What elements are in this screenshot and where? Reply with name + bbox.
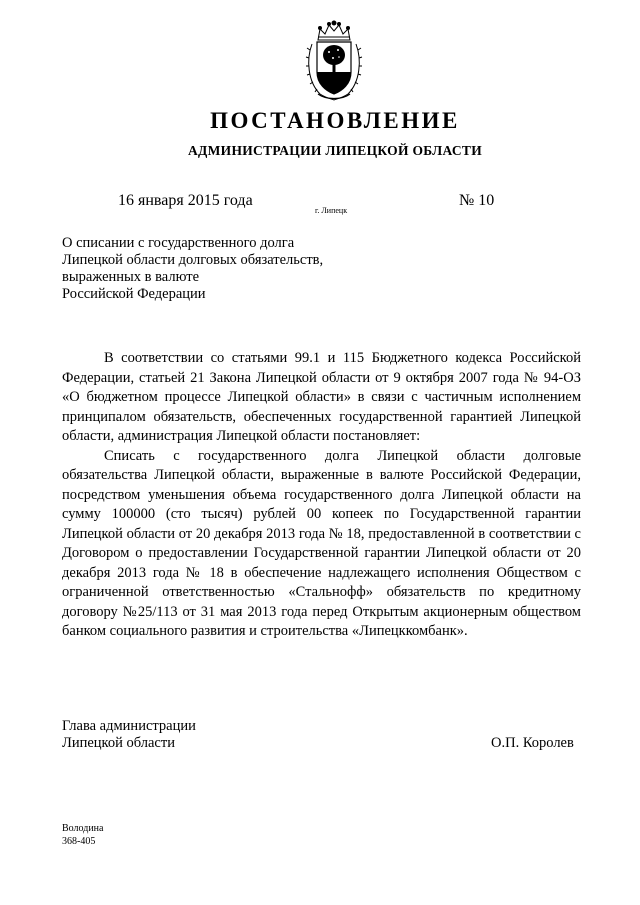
document-heading bbox=[62, 235, 382, 303]
signatory-name: О.П. Королев bbox=[491, 735, 574, 751]
heading-line: Липецкой области долговых обязательств, bbox=[62, 252, 324, 268]
executor-name: Володина bbox=[62, 823, 104, 834]
signatory-position-line: Глава администрации bbox=[62, 718, 196, 734]
body-paragraph: Списать с государственного долга Липецкой области долговые обязательства Липецкой области, выраженные в валюте Российской Федерации, посредством уменьшения объема государственного долга Липецкой области на сумму 100000 (сто тысяч) рублей 00 копеек по Государственной гарантии Липецкой области от 20 декабря 2013 года № 18, предоставленной в соответствии с Договором о предоставлении Государственной гарантии Липецкой области от 20 декабря 2013 года № 18 в обеспечение надлежащего исполнения Обществом с ограниченной ответственностью «Стальнофф» обязательств по кредитному договору №25/113 от 31 мая 2013 года перед Открытым акционерным обществом банком социального развития и строительства «Липецккомбанк». bbox=[62, 447, 581, 639]
body-paragraph: В соответствии со статьями 99.1 и 115 Бюджетного кодекса Российской Федерации, статьей 21 Закона Липецкой области от 9 октября 2007 года № 94-ОЗ «О бюджетном процессе Липецкой области» в связи с частичным исполнением принципалом обязательств, обеспеченных государственной гарантией Липецкой области, администрация Липецкой области постановляет: bbox=[62, 350, 581, 444]
document-date: 16 января 2015 года bbox=[118, 192, 253, 209]
executor-info bbox=[62, 822, 103, 848]
document-city: г. Липецк bbox=[315, 206, 348, 215]
signatory-position bbox=[62, 718, 196, 752]
document-issuer: АДМИНИСТРАЦИИ ЛИПЕЦКОЙ ОБЛАСТИ bbox=[187, 143, 483, 158]
heading-line: Российской Федерации bbox=[62, 286, 206, 302]
document-body bbox=[62, 349, 581, 642]
lipetsk-coat-of-arms-icon bbox=[304, 20, 364, 102]
document-number: № 10 bbox=[459, 192, 495, 209]
executor-phone: 368-405 bbox=[62, 836, 96, 847]
heading-line: О списании с государственного долга bbox=[62, 235, 295, 251]
heading-line: выраженных в валюте bbox=[62, 269, 200, 285]
document-title: ПОСТАНОВЛЕНИЕ bbox=[210, 108, 460, 133]
signatory-position-line: Липецкой области bbox=[62, 735, 175, 751]
